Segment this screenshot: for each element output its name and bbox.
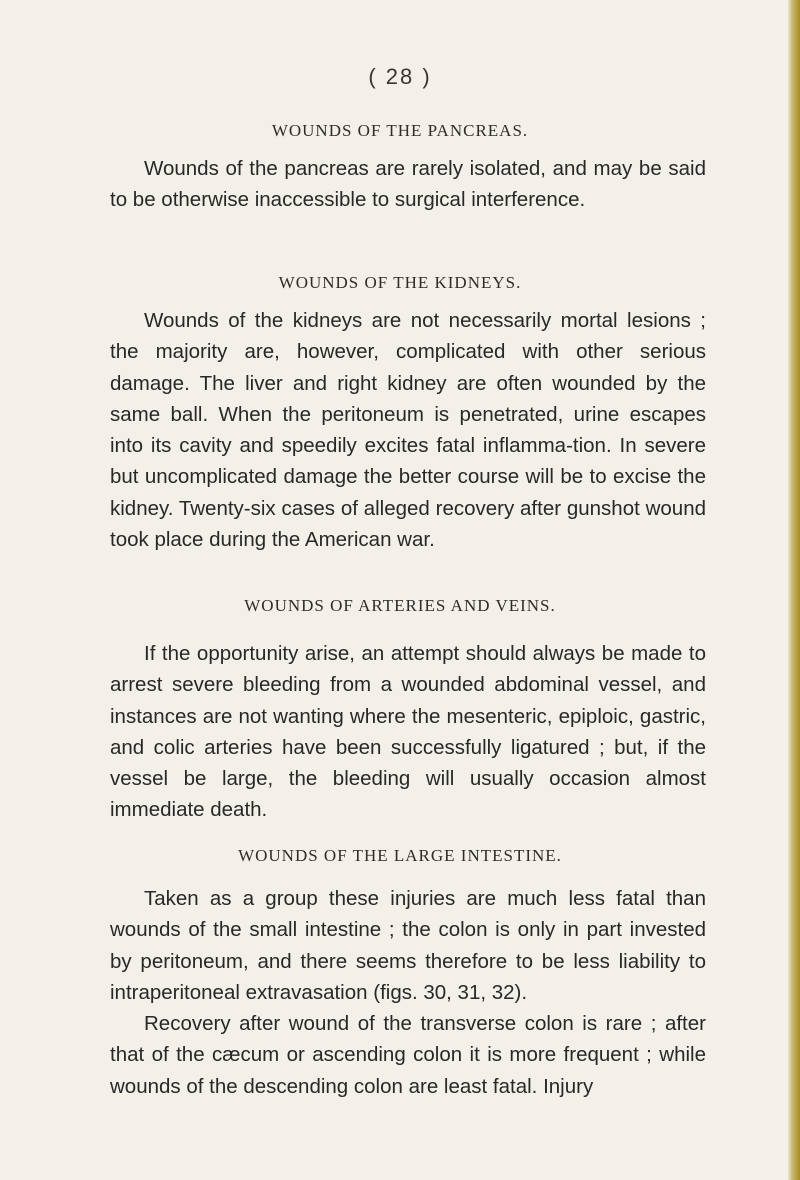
paragraph: Wounds of the kidneys are not necessarily mortal lesions ; the majority are, however, complicated with other serious damage. The liver and right kidney are often wounded by the same ball. When the peritoneum is penetrated, urine escapes into its cavity and speedily excites fatal inflamma-tion. In severe but uncomplicated damage the better course will be to excise the kidney. Twenty-six cases of alleged recovery after gunshot wound took place during the American war. — [110, 309, 706, 552]
section-body-pancreas — [110, 153, 706, 216]
section-body-large-intestine — [110, 883, 706, 1102]
section-body-arteries-veins — [110, 638, 706, 826]
section-heading-pancreas: WOUNDS OF THE PANCREAS. — [271, 121, 529, 140]
page-gilt-edge — [788, 0, 800, 1180]
paragraph: Wounds of the pancreas are rarely isolated, and may be said to be otherwise inaccessible to surgical interference. — [110, 157, 706, 212]
paragraph: Taken as a group these injuries are much less fatal than wounds of the small intestine ; the colon is only in part invested by peritoneum, and there seems therefore to be less liability to intraperitoneal extravasation (figs. 30, 31, 32). — [110, 887, 706, 1004]
section-heading-large-intestine: WOUNDS OF THE LARGE INTESTINE. — [238, 846, 562, 865]
section-body-kidneys — [110, 305, 706, 555]
paragraph: If the opportunity arise, an attempt should always be made to arrest severe bleeding from a wounded abdominal vessel, and instances are not wanting where the mesenteric, epiploic, gastric, and colic arteries have been successfully ligatured ; but, if the vessel be large, the bleeding will usually occasion almost immediate death. — [110, 642, 706, 822]
page-number: ( 28 ) — [368, 64, 432, 89]
section-heading-kidneys: WOUNDS OF THE KIDNEYS. — [278, 273, 522, 292]
section-heading-arteries-veins: WOUNDS OF ARTERIES AND VEINS. — [244, 596, 556, 615]
paragraph: Recovery after wound of the transverse colon is rare ; after that of the cæcum or ascending colon it is more frequent ; while wounds of the descending colon are least fatal. Injury — [110, 1012, 706, 1098]
